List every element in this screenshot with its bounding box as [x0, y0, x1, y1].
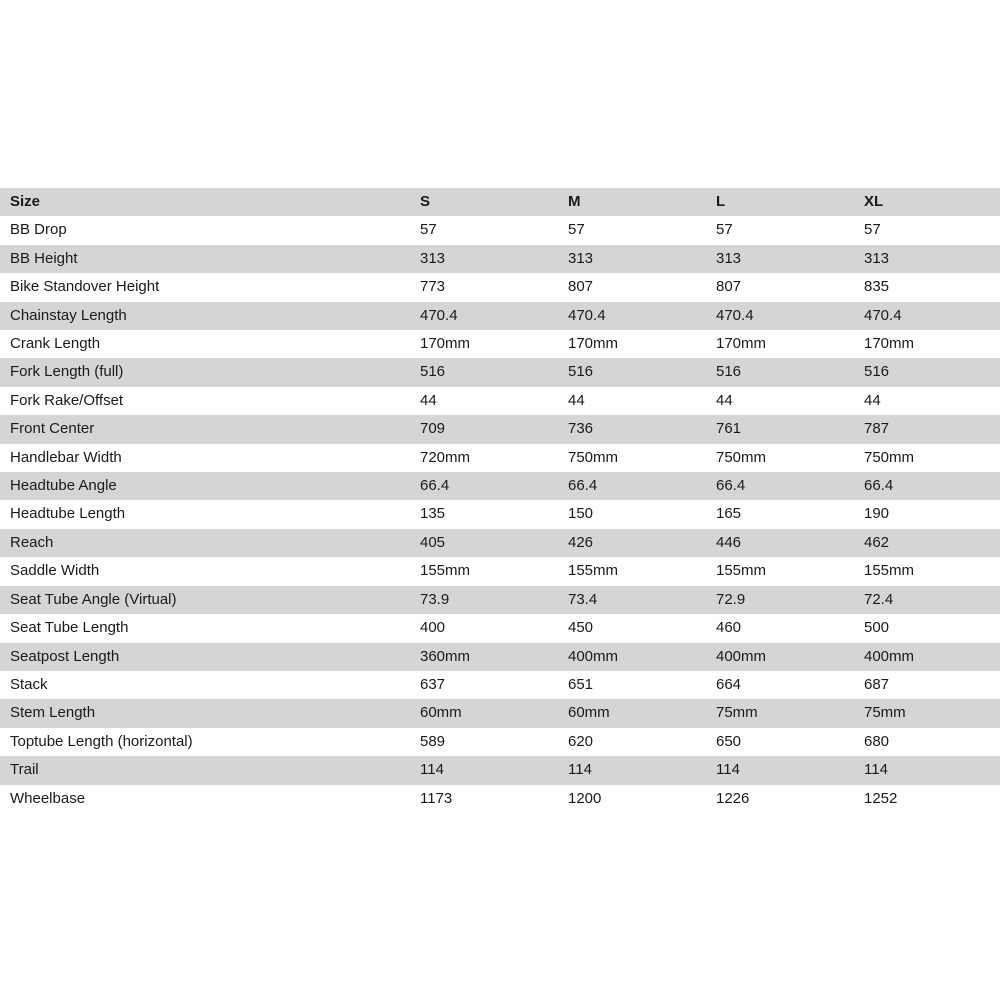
- row-label: Stack: [10, 675, 48, 693]
- value-cell-l: 165: [716, 505, 742, 523]
- value-cell-xl: 835: [864, 278, 890, 296]
- value-cell-l: 114: [716, 761, 740, 779]
- value-cell-s: 135: [420, 505, 446, 523]
- table-row: [0, 586, 1000, 614]
- table-row: [0, 500, 1000, 528]
- value-cell-s: 73.9: [420, 590, 450, 608]
- value-cell-s: 313: [420, 249, 446, 267]
- value-cell-xl: 470.4: [864, 306, 902, 324]
- row-label: BB Drop: [10, 221, 67, 239]
- value-cell-xl: 72.4: [864, 590, 894, 608]
- value-cell-m: 1200: [568, 789, 602, 807]
- value-cell-m: 66.4: [568, 477, 598, 495]
- row-label: Saddle Width: [10, 562, 100, 580]
- header-size-xl: XL: [864, 193, 884, 210]
- value-cell-xl: 75mm: [864, 704, 906, 722]
- value-cell-xl: 687: [864, 675, 890, 693]
- value-cell-m: 114: [568, 761, 592, 779]
- table-row: [0, 245, 1000, 273]
- value-cell-l: 313: [716, 249, 742, 267]
- value-cell-xl: 57: [864, 221, 881, 239]
- table-row: [0, 728, 1000, 756]
- value-cell-xl: 400mm: [864, 647, 915, 665]
- value-cell-m: 620: [568, 732, 594, 750]
- row-label: Headtube Angle: [10, 477, 117, 495]
- value-cell-xl: 462: [864, 533, 890, 551]
- value-cell-m: 651: [568, 675, 594, 693]
- value-cell-m: 150: [568, 505, 594, 523]
- value-cell-l: 460: [716, 619, 742, 637]
- row-label: Chainstay Length: [10, 306, 127, 324]
- header-size-s: S: [420, 193, 431, 210]
- table-row: [0, 529, 1000, 557]
- table-row: [0, 444, 1000, 472]
- value-cell-l: 750mm: [716, 448, 767, 466]
- value-cell-m: 736: [568, 420, 594, 438]
- value-cell-s: 709: [420, 420, 446, 438]
- row-label: Front Center: [10, 420, 95, 438]
- value-cell-s: 720mm: [420, 448, 471, 466]
- table-row: [0, 756, 1000, 784]
- row-label: Fork Length (full): [10, 363, 124, 381]
- table-row: [0, 614, 1000, 642]
- value-cell-s: 405: [420, 533, 446, 551]
- row-label: Reach: [10, 533, 54, 551]
- value-cell-l: 155mm: [716, 562, 767, 580]
- row-label: Handlebar Width: [10, 448, 122, 466]
- value-cell-m: 73.4: [568, 590, 598, 608]
- value-cell-xl: 500: [864, 619, 890, 637]
- row-label: Fork Rake/Offset: [10, 391, 124, 409]
- value-cell-s: 60mm: [420, 704, 462, 722]
- row-label: Seatpost Length: [10, 647, 120, 665]
- value-cell-xl: 190: [864, 505, 890, 523]
- table-row: [0, 415, 1000, 443]
- value-cell-l: 650: [716, 732, 742, 750]
- value-cell-m: 750mm: [568, 448, 619, 466]
- row-label: Toptube Length (horizontal): [10, 732, 193, 750]
- value-cell-xl: 787: [864, 420, 890, 438]
- table-row: [0, 671, 1000, 699]
- row-label: Seat Tube Length: [10, 619, 129, 637]
- value-cell-l: 470.4: [716, 306, 754, 324]
- table-row: [0, 785, 1000, 813]
- value-cell-s: 400: [420, 619, 446, 637]
- table-row: [0, 330, 1000, 358]
- value-cell-s: 44: [420, 391, 437, 409]
- value-cell-l: 66.4: [716, 477, 746, 495]
- value-cell-m: 470.4: [568, 306, 606, 324]
- value-cell-s: 66.4: [420, 477, 450, 495]
- value-cell-xl: 155mm: [864, 562, 915, 580]
- geometry-table: [0, 188, 1000, 813]
- value-cell-l: 400mm: [716, 647, 767, 665]
- value-cell-xl: 516: [864, 363, 890, 381]
- row-label: Headtube Length: [10, 505, 126, 523]
- value-cell-s: 57: [420, 221, 437, 239]
- table-row: [0, 216, 1000, 244]
- value-cell-xl: 170mm: [864, 335, 915, 353]
- table-header-row: [0, 188, 1000, 216]
- row-label: Crank Length: [10, 335, 101, 353]
- value-cell-l: 75mm: [716, 704, 758, 722]
- value-cell-xl: 313: [864, 249, 890, 267]
- header-size-label: Size: [10, 193, 41, 210]
- value-cell-s: 470.4: [420, 306, 458, 324]
- row-label: Stem Length: [10, 704, 96, 722]
- row-label: Bike Standover Height: [10, 278, 160, 296]
- table-row: [0, 643, 1000, 671]
- value-cell-m: 807: [568, 278, 594, 296]
- row-label: Wheelbase: [10, 789, 86, 807]
- row-label: Seat Tube Angle (Virtual): [10, 590, 177, 608]
- value-cell-l: 807: [716, 278, 742, 296]
- header-size-m: M: [568, 193, 581, 210]
- value-cell-s: 170mm: [420, 335, 471, 353]
- value-cell-s: 516: [420, 363, 446, 381]
- value-cell-xl: 750mm: [864, 448, 915, 466]
- value-cell-l: 170mm: [716, 335, 767, 353]
- table-row: [0, 699, 1000, 727]
- value-cell-l: 44: [716, 391, 733, 409]
- value-cell-l: 57: [716, 221, 733, 239]
- table-row: [0, 302, 1000, 330]
- value-cell-m: 155mm: [568, 562, 619, 580]
- table-row: [0, 557, 1000, 585]
- value-cell-s: 773: [420, 278, 446, 296]
- value-cell-s: 637: [420, 675, 446, 693]
- value-cell-m: 170mm: [568, 335, 619, 353]
- value-cell-s: 589: [420, 732, 446, 750]
- value-cell-m: 60mm: [568, 704, 610, 722]
- value-cell-s: 360mm: [420, 647, 471, 665]
- value-cell-m: 516: [568, 363, 594, 381]
- value-cell-xl: 114: [864, 761, 888, 779]
- value-cell-xl: 680: [864, 732, 890, 750]
- value-cell-l: 761: [716, 420, 742, 438]
- row-label: Trail: [10, 761, 39, 779]
- table-row: [0, 387, 1000, 415]
- value-cell-xl: 44: [864, 391, 881, 409]
- value-cell-l: 446: [716, 533, 742, 551]
- header-size-l: L: [716, 193, 726, 210]
- value-cell-m: 44: [568, 391, 585, 409]
- value-cell-l: 516: [716, 363, 742, 381]
- value-cell-s: 155mm: [420, 562, 471, 580]
- table-row: [0, 472, 1000, 500]
- value-cell-m: 426: [568, 533, 594, 551]
- value-cell-m: 57: [568, 221, 585, 239]
- table-row: [0, 273, 1000, 301]
- value-cell-m: 313: [568, 249, 594, 267]
- value-cell-xl: 66.4: [864, 477, 894, 495]
- value-cell-s: 1173: [420, 789, 453, 807]
- table-row: [0, 358, 1000, 386]
- value-cell-l: 664: [716, 675, 742, 693]
- value-cell-xl: 1252: [864, 789, 898, 807]
- value-cell-m: 450: [568, 619, 594, 637]
- table-body: [0, 216, 1000, 813]
- row-label: BB Height: [10, 249, 78, 267]
- value-cell-m: 400mm: [568, 647, 619, 665]
- value-cell-s: 114: [420, 761, 444, 779]
- value-cell-l: 72.9: [716, 590, 746, 608]
- value-cell-l: 1226: [716, 789, 750, 807]
